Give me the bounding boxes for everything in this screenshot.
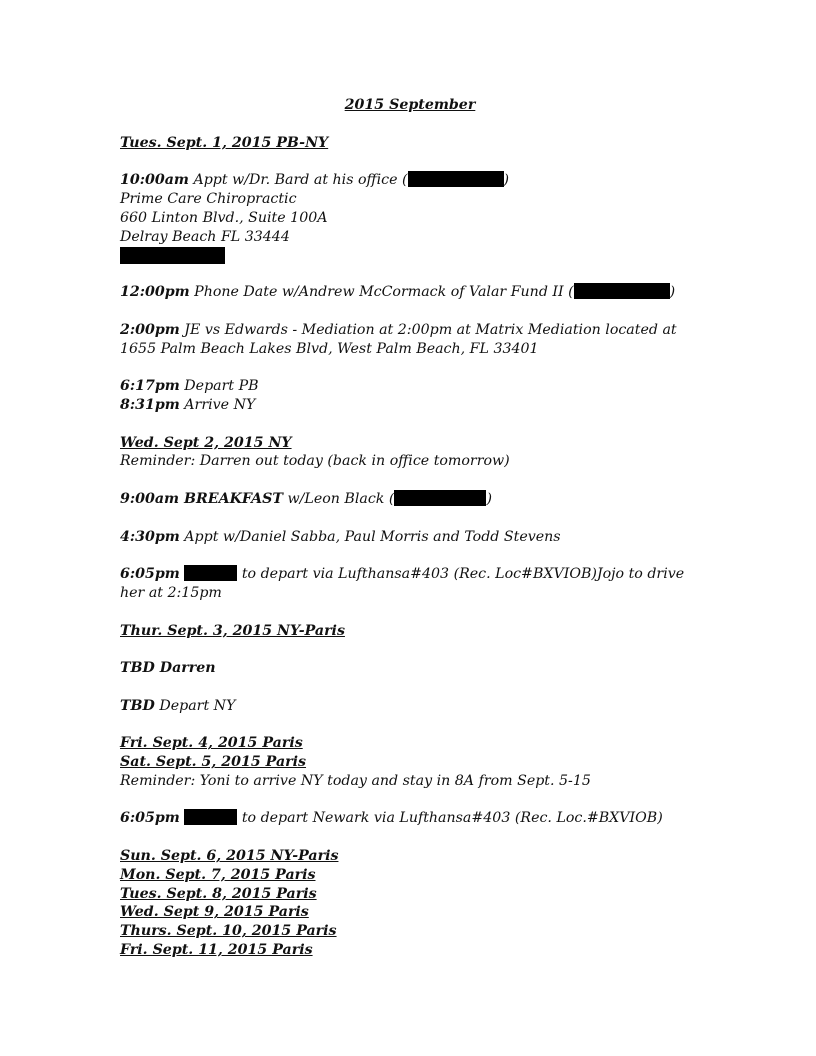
entry-phone-date: 12:00pm Phone Date w/Andrew McCormack of Valar Fund II ( ) <box>120 284 676 301</box>
entry-depart-ny: TBD Depart NY <box>120 697 236 714</box>
entry-time: 6:17pm <box>120 378 180 395</box>
entry-tbd-darren: TBD Darren <box>120 660 216 677</box>
day-heading-sept-5: Sat. Sept. 5, 2015 Paris <box>120 754 307 771</box>
day-heading: Mon. Sept. 7, 2015 Paris <box>120 866 316 883</box>
entry-breakfast: 9:00am BREAKFAST w/Leon Black ( ) <box>120 490 492 507</box>
entry-time: 6:05pm <box>120 566 180 583</box>
schedule-content <box>120 96 700 960</box>
day-heading: Thurs. Sept. 10, 2015 Paris <box>120 923 337 940</box>
day-heading: Wed. Sept 9, 2015 Paris <box>120 904 309 921</box>
entry-arrive-ny: 8:31pm Arrive NY <box>120 396 256 413</box>
entry-time: 12:00pm <box>120 284 190 301</box>
entry-time: 2:00pm <box>120 321 180 338</box>
entry-appt-dr-bard: 10:00am Appt w/Dr. Bard at his office ( ) Prime Care Chiropractic 660 Linton Blvd., Suite 100A Delray Beach FL 33444 <box>120 171 700 264</box>
entry-time: 9:00am BREAKFAST <box>120 490 283 507</box>
entry-appt-sabba: 4:30pm Appt w/Daniel Sabba, Paul Morris and Todd Stevens <box>120 528 561 545</box>
redaction-block <box>394 490 486 506</box>
day-heading-sept-3: Thur. Sept. 3, 2015 NY-Paris <box>120 622 345 639</box>
redaction-block <box>574 283 670 299</box>
redaction-block <box>184 809 237 825</box>
redaction-block <box>408 171 504 187</box>
entry-depart-pb: 6:17pm Depart PB <box>120 378 259 395</box>
page-title: 2015 September <box>344 97 476 113</box>
reminder-text: Reminder: Darren out today (back in office tomorrow) <box>120 453 510 470</box>
entry-time: 6:05pm <box>120 810 180 827</box>
day-heading-sept-1: Tues. Sept. 1, 2015 PB-NY <box>120 134 329 151</box>
day-heading: Fri. Sept. 11, 2015 Paris <box>120 942 313 959</box>
day-heading: Sun. Sept. 6, 2015 NY-Paris <box>120 848 339 865</box>
entry-time: 8:31pm <box>120 396 180 413</box>
entry-time: 4:30pm <box>120 528 180 545</box>
entry-mediation: 2:00pm JE vs Edwards - Mediation at 2:00pm at Matrix Mediation located at 1655 Palm Beach Lakes Blvd, West Palm Beach, FL 33401 <box>120 321 677 357</box>
entry-depart-lufthansa: 6:05pm to depart via Lufthansa#403 (Rec. Loc#BXVIOB)Jojo to drive her at 2:15pm <box>120 566 685 601</box>
reminder-text: Reminder: Yoni to arrive NY today and stay in 8A from Sept. 5-15 <box>120 772 591 789</box>
redaction-block <box>120 247 225 264</box>
entry-depart-newark: 6:05pm to depart Newark via Lufthansa#403 (Rec. Loc.#BXVIOB) <box>120 810 663 827</box>
address-line: 660 Linton Blvd., Suite 100A <box>120 209 328 226</box>
entry-text: Appt w/Dr. Bard at his office ( <box>188 172 408 189</box>
entry-time: TBD <box>120 697 155 714</box>
day-heading-sept-2: Wed. Sept 2, 2015 NY <box>120 434 292 451</box>
day-heading: Tues. Sept. 8, 2015 Paris <box>120 885 317 902</box>
address-line: Prime Care Chiropractic <box>120 190 297 207</box>
day-heading-sept-4: Fri. Sept. 4, 2015 Paris <box>120 735 303 752</box>
entry-time: 10:00am <box>120 172 189 189</box>
address-line: Delray Beach FL 33444 <box>120 228 290 245</box>
redaction-block <box>184 565 237 581</box>
